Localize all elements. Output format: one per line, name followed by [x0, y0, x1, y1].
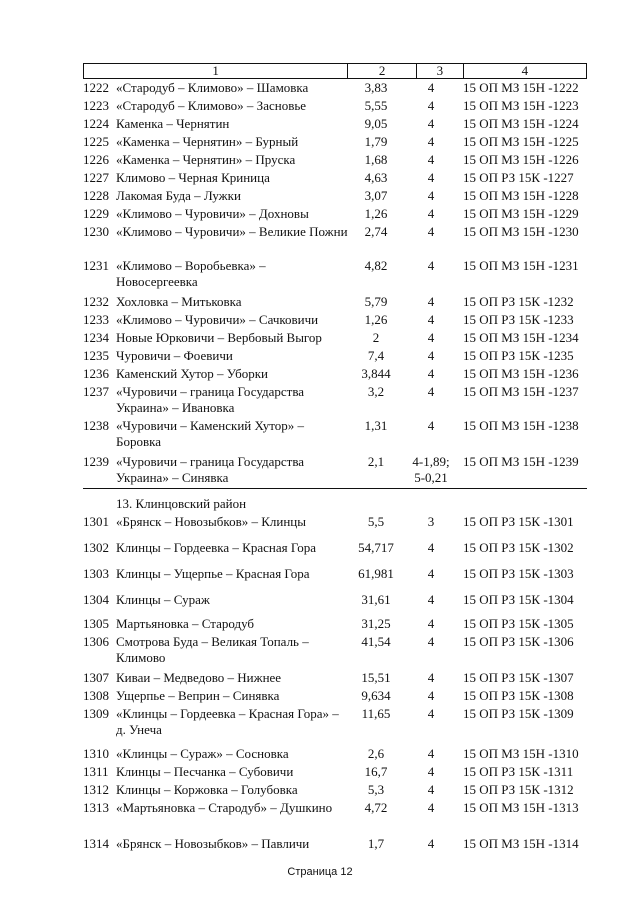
road-category: 4: [427, 418, 435, 433]
road-length: 3,2: [367, 384, 385, 399]
road-name: Хохловка – Митьковка: [116, 294, 242, 309]
road-name: «Климово – Воробьевка» – Новосергеевка: [116, 258, 266, 289]
road-code: 15 ОП РЗ 15К -1235: [463, 348, 574, 363]
road-name: Климово – Черная Криница: [116, 170, 270, 185]
road-number: 1314: [83, 836, 109, 851]
road-category: 4: [427, 670, 435, 685]
road-category: 4-1,89; 5-0,21: [412, 454, 450, 485]
road-category: 4: [427, 800, 435, 815]
road-name: «Климово – Чуровичи» – Великие Пожни: [116, 224, 348, 239]
road-category: 4: [427, 152, 435, 167]
road-length: 9,05: [364, 116, 388, 131]
road-length: 1,7: [367, 836, 385, 851]
column-header-table: [83, 63, 587, 79]
road-length: 16,7: [364, 764, 388, 779]
road-name: Лакомая Буда – Лужки: [116, 188, 241, 203]
road-category: 4: [427, 116, 435, 131]
road-name: «Мартьяновка – Стародуб» – Душкино: [116, 800, 333, 815]
road-code: 15 ОП МЗ 15Н -1238: [463, 418, 579, 433]
road-length: 5,79: [364, 294, 388, 309]
column-header-row: [84, 64, 587, 79]
road-name: Ущерпье – Веприн – Синявка: [116, 688, 280, 703]
road-length: 31,61: [361, 592, 391, 607]
road-number: 1226: [83, 152, 109, 167]
road-number: 1223: [83, 98, 109, 113]
road-number: 1304: [83, 592, 109, 607]
road-code: 15 ОП МЗ 15Н -1229: [463, 206, 579, 221]
road-category: 4: [427, 746, 435, 761]
road-length: 2,74: [364, 224, 388, 239]
road-category: 4: [427, 384, 435, 399]
road-number: 1230: [83, 224, 109, 239]
road-name: Киваи – Медведово – Нижнее: [116, 670, 282, 685]
road-number: 1234: [83, 330, 109, 345]
road-length: 15,51: [361, 670, 391, 685]
road-number: 1303: [83, 566, 109, 581]
road-name: «Каменка – Чернятин» – Бурный: [116, 134, 299, 149]
road-name: Клинцы – Песчанка – Субовичи: [116, 764, 294, 779]
road-category: 4: [427, 330, 435, 345]
road-number: 1306: [83, 634, 109, 649]
road-number: 1228: [83, 188, 109, 203]
road-code: 15 ОП РЗ 15К -1311: [463, 764, 574, 779]
road-category: 4: [427, 566, 435, 581]
road-code: 15 ОП МЗ 15Н -1237: [463, 384, 579, 399]
road-code: 15 ОП РЗ 15К -1227: [463, 170, 574, 185]
road-category: 4: [427, 312, 435, 327]
road-category: 4: [427, 80, 435, 95]
road-code: 15 ОП РЗ 15К -1308: [463, 688, 574, 703]
road-code: 15 ОП РЗ 15К -1306: [463, 634, 574, 649]
road-category: 4: [427, 634, 435, 649]
road-length: 5,5: [367, 514, 385, 529]
road-name: «Чуровичи – Каменский Хутор» – Боровка: [116, 418, 305, 449]
road-name: «Брянск – Новозыбков» – Павличи: [116, 836, 310, 851]
column-header-2: 2: [348, 64, 417, 79]
road-number: 1302: [83, 540, 109, 555]
road-length: 9,634: [361, 688, 391, 703]
road-code: 15 ОП РЗ 15К -1305: [463, 616, 574, 631]
road-category: 3: [427, 514, 435, 529]
road-number: 1222: [83, 80, 109, 95]
road-code: 15 ОП МЗ 15Н -1310: [463, 746, 579, 761]
road-name: «Чуровичи – граница Государства Украина» – Ивановка: [116, 384, 305, 415]
road-length: 2: [372, 330, 380, 345]
road-code: 15 ОП МЗ 15Н -1226: [463, 152, 579, 167]
section-title: 13. Клинцовский район: [116, 496, 247, 511]
road-name: Клинцы – Сураж: [116, 592, 210, 607]
road-category: 4: [427, 224, 435, 239]
section-divider: [83, 488, 587, 489]
road-code: 15 ОП МЗ 15Н -1230: [463, 224, 579, 239]
road-length: 3,83: [364, 80, 388, 95]
road-length: 5,55: [364, 98, 388, 113]
road-length: 3,844: [361, 366, 391, 381]
road-name: «Брянск – Новозыбков» – Клинцы: [116, 514, 306, 529]
road-category: 4: [427, 258, 435, 273]
road-number: 1301: [83, 514, 109, 529]
road-category: 4: [427, 706, 435, 721]
road-name: Новые Юрковичи – Вербовый Выгор: [116, 330, 322, 345]
road-length: 5,3: [367, 782, 385, 797]
road-length: 1,26: [364, 312, 388, 327]
road-number: 1233: [83, 312, 109, 327]
road-number: 1310: [83, 746, 109, 761]
road-category: 4: [427, 836, 435, 851]
road-code: 15 ОП РЗ 15К -1302: [463, 540, 574, 555]
road-name: «Клинцы – Сураж» – Сосновка: [116, 746, 289, 761]
road-code: 15 ОП РЗ 15К -1301: [463, 514, 574, 529]
road-code: 15 ОП МЗ 15Н -1314: [463, 836, 579, 851]
road-code: 15 ОП РЗ 15К -1303: [463, 566, 574, 581]
road-name: Каменский Хутор – Уборки: [116, 366, 269, 381]
road-number: 1311: [83, 764, 109, 779]
road-length: 11,65: [361, 706, 391, 721]
road-number: 1312: [83, 782, 109, 797]
road-category: 4: [427, 782, 435, 797]
road-name: «Каменка – Чернятин» – Пруска: [116, 152, 296, 167]
road-length: 4,82: [364, 258, 388, 273]
road-length: 61,981: [358, 566, 394, 581]
road-code: 15 ОП РЗ 15К -1307: [463, 670, 574, 685]
road-name: Клинцы – Ущерпье – Красная Гора: [116, 566, 310, 581]
column-header-3: 3: [416, 64, 463, 79]
road-length: 1,26: [364, 206, 388, 221]
road-name: «Климово – Чуровичи» – Сачковичи: [116, 312, 319, 327]
road-name: Смотрова Буда – Великая Топаль – Климово: [116, 634, 309, 665]
road-category: 4: [427, 170, 435, 185]
road-number: 1307: [83, 670, 109, 685]
road-length: 1,31: [364, 418, 388, 433]
road-category: 4: [427, 616, 435, 631]
road-number: 1229: [83, 206, 109, 221]
road-code: 15 ОП МЗ 15Н -1313: [463, 800, 579, 815]
road-length: 31,25: [361, 616, 391, 631]
road-length: 41,54: [361, 634, 391, 649]
road-name: Каменка – Чернятин: [116, 116, 230, 131]
road-code: 15 ОП РЗ 15К -1304: [463, 592, 574, 607]
road-category: 4: [427, 98, 435, 113]
road-number: 1224: [83, 116, 109, 131]
column-header-4: 4: [463, 64, 586, 79]
road-category: 4: [427, 764, 435, 779]
road-name: Мартьяновка – Стародуб: [116, 616, 255, 631]
road-number: 1305: [83, 616, 109, 631]
road-category: 4: [427, 688, 435, 703]
road-length: 2,6: [367, 746, 385, 761]
road-name: «Климово – Чуровичи» – Дохновы: [116, 206, 309, 221]
column-header-1: 1: [84, 64, 348, 79]
road-length: 4,63: [364, 170, 388, 185]
road-category: 4: [427, 188, 435, 203]
road-length: 7,4: [367, 348, 385, 363]
road-category: 4: [427, 348, 435, 363]
road-length: 1,68: [364, 152, 388, 167]
road-number: 1308: [83, 688, 109, 703]
road-code: 15 ОП МЗ 15Н -1224: [463, 116, 579, 131]
road-length: 1,79: [364, 134, 388, 149]
road-code: 15 ОП МЗ 15Н -1236: [463, 366, 579, 381]
road-code: 15 ОП РЗ 15К -1309: [463, 706, 574, 721]
road-code: 15 ОП МЗ 15Н -1231: [463, 258, 579, 273]
road-category: 4: [427, 294, 435, 309]
road-number: 1235: [83, 348, 109, 363]
road-name: «Стародуб – Климово» – Засновье: [116, 98, 307, 113]
road-length: 54,717: [358, 540, 394, 555]
road-code: 15 ОП РЗ 15К -1233: [463, 312, 574, 327]
road-number: 1238: [83, 418, 109, 433]
road-name: Клинцы – Гордеевка – Красная Гора: [116, 540, 316, 555]
road-number: 1313: [83, 800, 109, 815]
road-number: 1239: [83, 454, 109, 469]
road-length: 3,07: [364, 188, 388, 203]
road-name: «Клинцы – Гордеевка – Красная Гора» – д. Унеча: [116, 706, 339, 737]
road-code: 15 ОП МЗ 15Н -1223: [463, 98, 579, 113]
road-code: 15 ОП МЗ 15Н -1228: [463, 188, 579, 203]
road-number: 1232: [83, 294, 109, 309]
road-number: 1237: [83, 384, 109, 399]
road-code: 15 ОП РЗ 15К -1232: [463, 294, 574, 309]
road-number: 1236: [83, 366, 109, 381]
road-name: Чуровичи – Фоевичи: [116, 348, 233, 363]
road-code: 15 ОП МЗ 15Н -1225: [463, 134, 579, 149]
road-code: 15 ОП МЗ 15Н -1234: [463, 330, 579, 345]
page-footer: Страница 12: [287, 866, 353, 878]
road-length: 4,72: [364, 800, 388, 815]
road-category: 4: [427, 592, 435, 607]
road-length: 2,1: [367, 454, 385, 469]
road-name: «Стародуб – Климово» – Шамовка: [116, 80, 309, 95]
road-category: 4: [427, 540, 435, 555]
road-number: 1309: [83, 706, 109, 721]
road-code: 15 ОП МЗ 15Н -1239: [463, 454, 579, 469]
road-category: 4: [427, 206, 435, 221]
road-name: «Чуровичи – граница Государства Украина» – Синявка: [116, 454, 305, 485]
road-name: Клинцы – Коржовка – Голубовка: [116, 782, 298, 797]
road-number: 1231: [83, 258, 109, 273]
road-code: 15 ОП РЗ 15К -1312: [463, 782, 574, 797]
road-number: 1225: [83, 134, 109, 149]
road-code: 15 ОП МЗ 15Н -1222: [463, 80, 579, 95]
road-category: 4: [427, 134, 435, 149]
road-category: 4: [427, 366, 435, 381]
road-number: 1227: [83, 170, 109, 185]
